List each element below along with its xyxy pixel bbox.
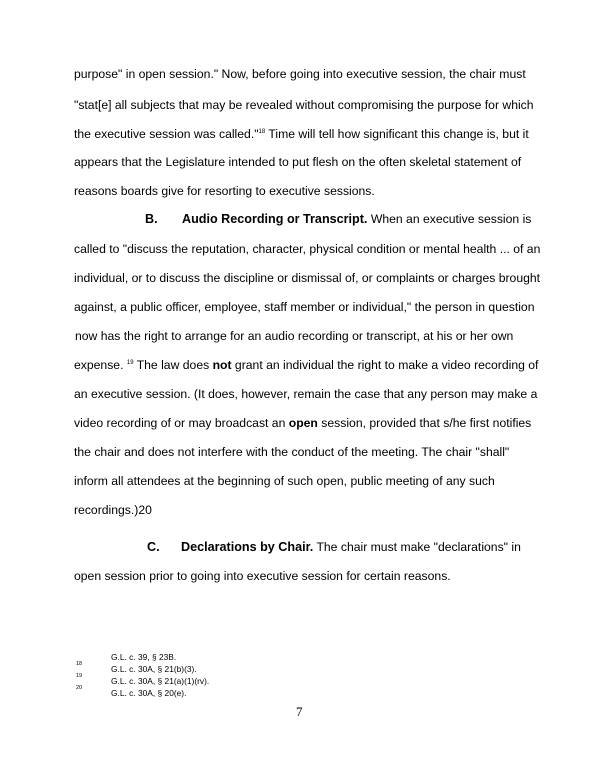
body-line: individual, or to discuss the discipline or dismissal of, or complaints or charges brought	[74, 271, 541, 285]
footnote-text: G.L. c. 30A, § 21(b)(3).	[111, 664, 197, 674]
text-run: grant an individual the right to make a video recording of	[231, 358, 539, 372]
footnote-text: G.L. c. 39, § 23B.	[111, 652, 177, 662]
body-line	[74, 358, 538, 372]
body-line	[74, 127, 529, 141]
text-run: session, provided that s/he first notifies	[317, 416, 532, 430]
body-line: purpose" in open session." Now, before going into executive session, the chair must	[74, 67, 526, 81]
body-line: called to "discuss the reputation, character, physical condition or mental health ... of an	[74, 242, 541, 256]
body-line: against, a public officer, employee, staff member or individual," the person in question	[74, 300, 535, 314]
section-heading-line	[181, 540, 521, 554]
section-title: Audio Recording or Transcript.	[182, 212, 368, 226]
body-line	[74, 416, 531, 430]
body-line: recordings.)20	[74, 503, 152, 517]
footnote-number: 19	[76, 673, 83, 679]
section-letter: C.	[147, 540, 160, 554]
section-letter: B.	[145, 212, 158, 226]
text-run: the executive session was called."	[74, 127, 259, 141]
body-line: "stat[e] all subjects that may be revealed without compromising the purpose for which	[74, 98, 534, 112]
section-heading-line	[182, 212, 531, 226]
body-line: an executive session. (It does, however, remain the case that any person may make a	[74, 387, 538, 401]
text-run: The law does	[133, 358, 213, 372]
body-line: reasons boards give for resorting to executive sessions.	[74, 184, 375, 198]
emphasis: not	[212, 358, 232, 372]
body-line: now has the right to arrange for an audio recording or transcript, at his or her own	[75, 329, 514, 343]
text-run: Time will tell how significant this change is, but it	[265, 127, 529, 141]
text-run: When an executive session is	[367, 212, 532, 226]
footnote-number: 20	[76, 685, 83, 691]
emphasis: open	[288, 416, 318, 430]
text-run: The chair must make "declarations" in	[313, 540, 521, 554]
footnote-ref: 19	[126, 359, 134, 366]
body-line: inform all attendees at the beginning of such open, public meeting of any such	[74, 474, 495, 488]
footnote-ref: 18	[258, 128, 266, 135]
section-title: Declarations by Chair.	[181, 540, 314, 554]
text-run: video recording of or may broadcast an	[74, 416, 289, 430]
page-number: 7	[296, 704, 303, 719]
footnote-text: G.L. c. 30A, § 21(a)(1)(rv).	[111, 676, 210, 686]
body-line: open session prior to going into executive session for certain reasons.	[74, 569, 451, 583]
footnote-number: 18	[76, 661, 83, 667]
body-line: the chair and does not interfere with the conduct of the meeting. The chair "shall"	[74, 445, 510, 459]
footnote-text: G.L. c. 30A, § 20(e).	[111, 688, 187, 698]
text-run: expense.	[74, 358, 127, 372]
body-line: appears that the Legislature intended to put flesh on the often skeletal statement of	[74, 155, 522, 169]
